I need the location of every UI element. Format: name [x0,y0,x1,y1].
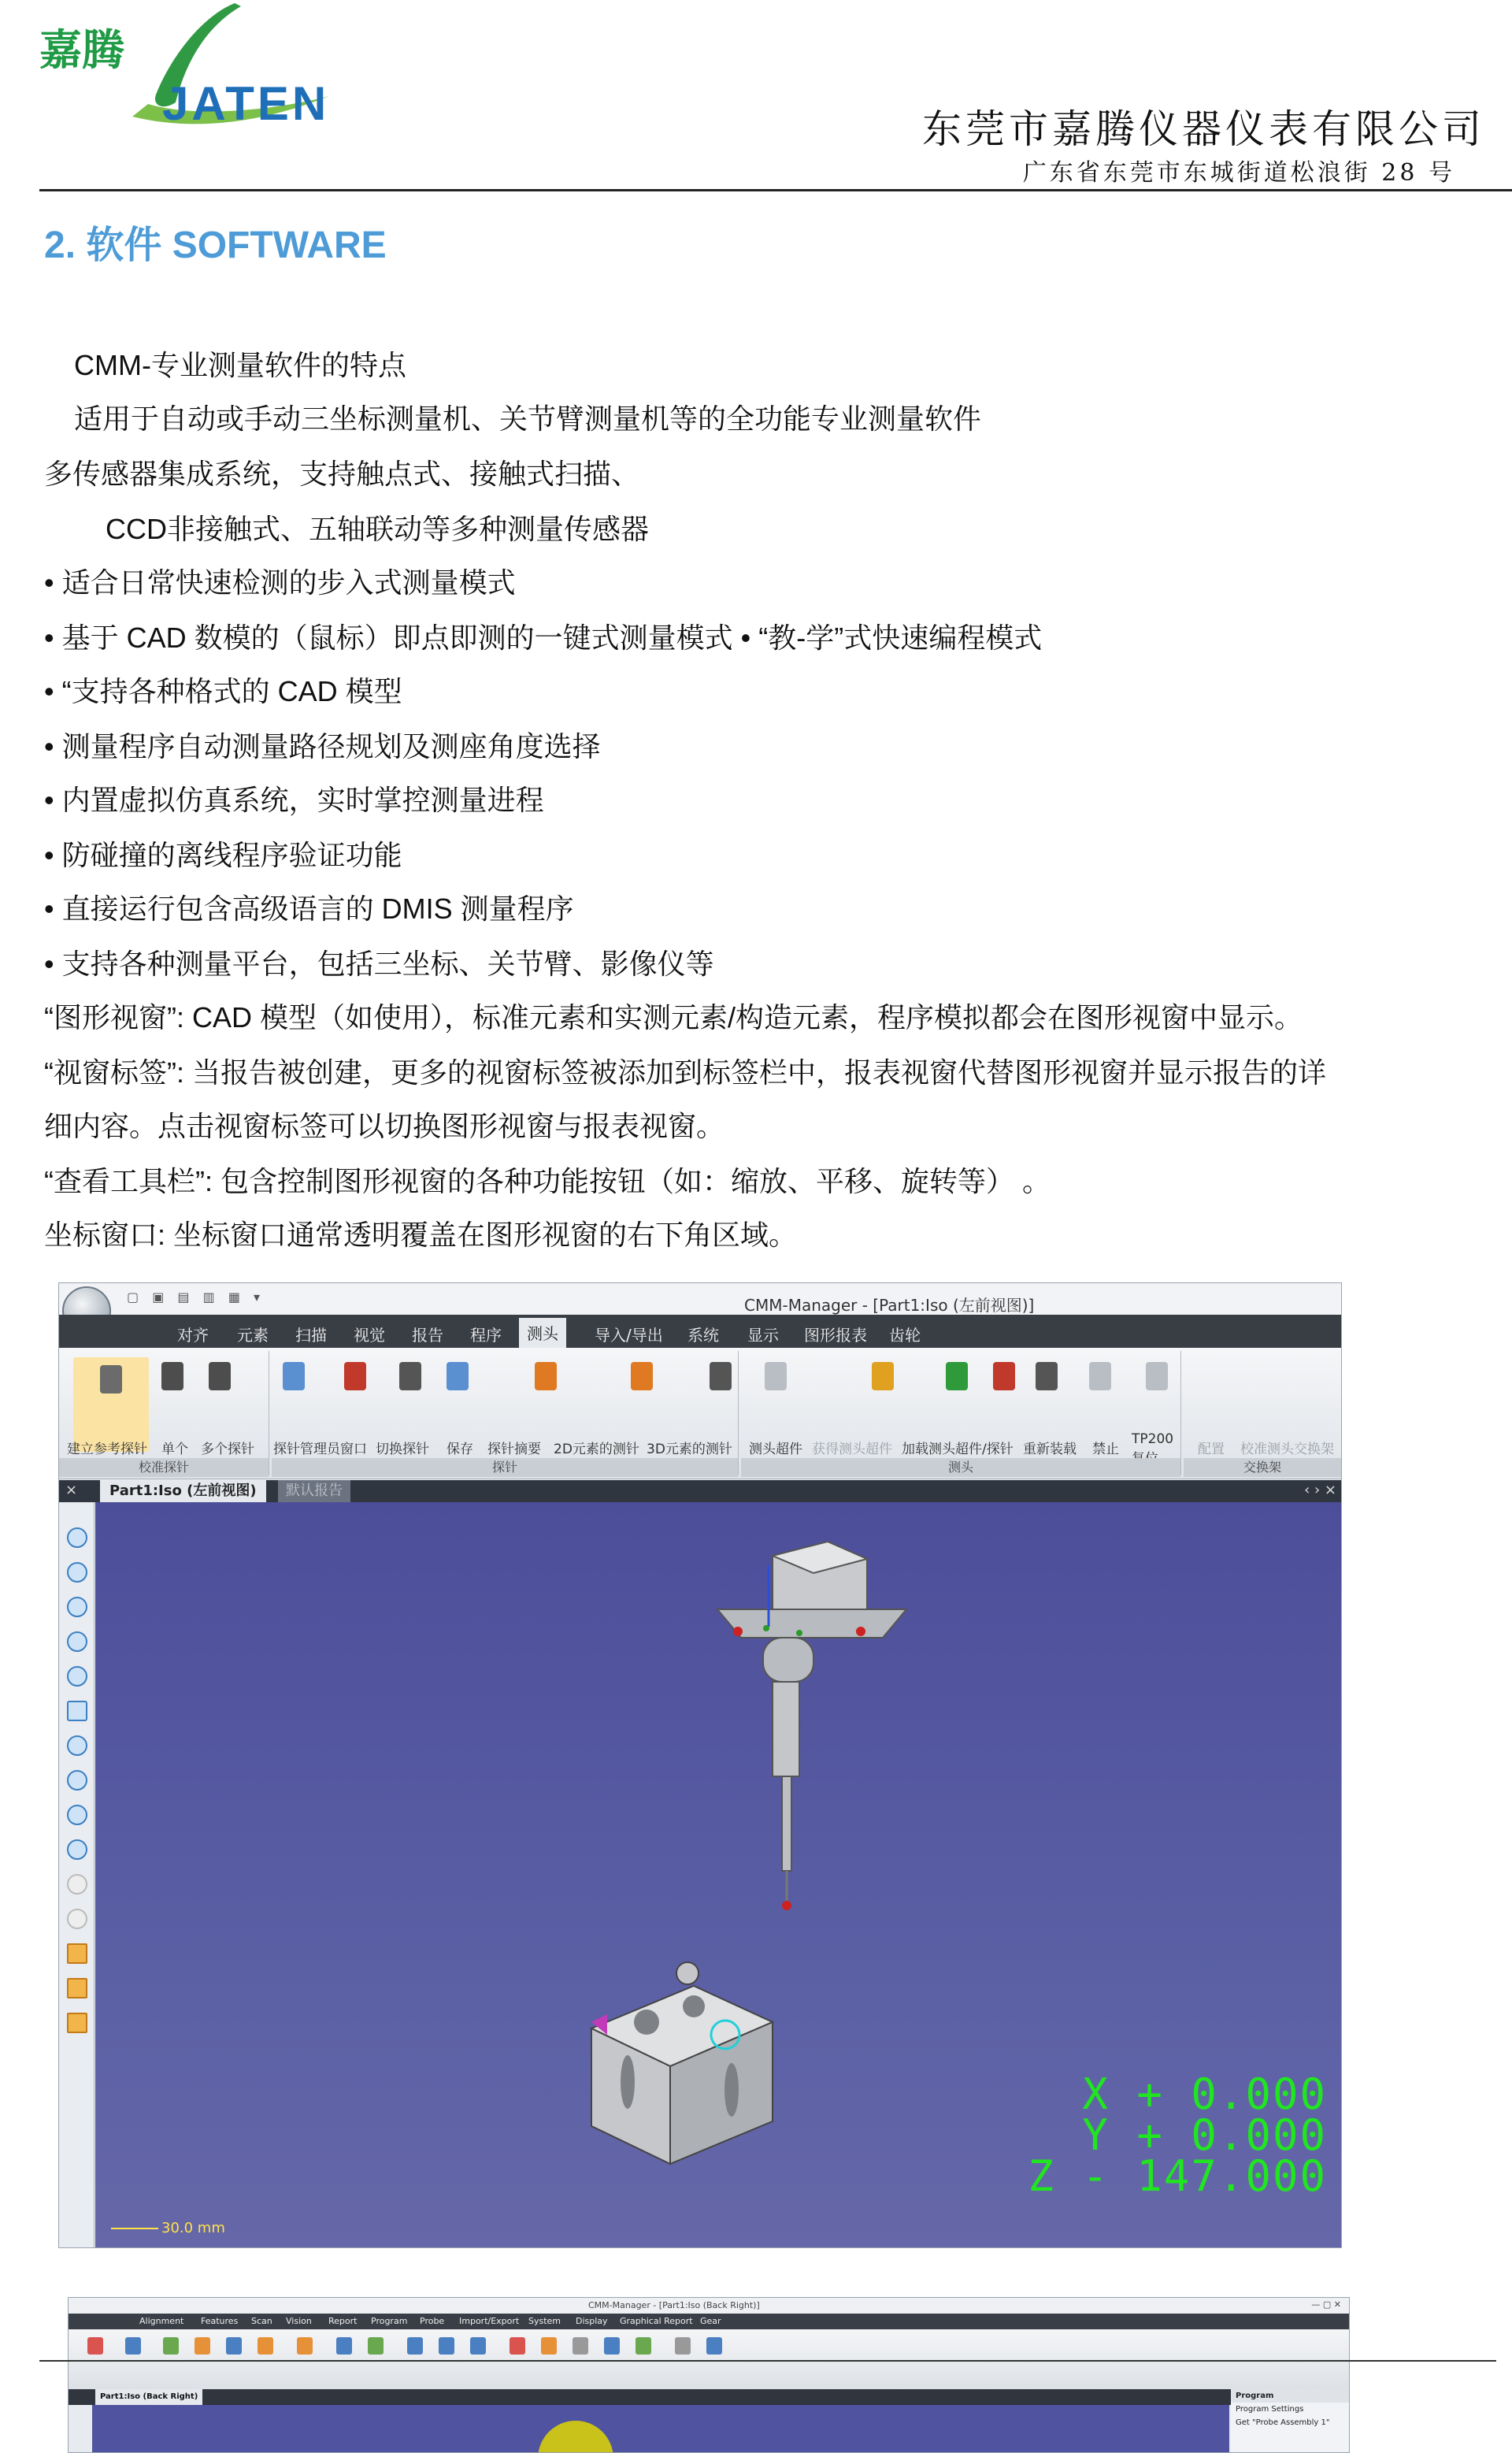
select-icon[interactable] [67,1839,87,1860]
program-step[interactable]: Program Settings [1236,2405,1304,2414]
bullet-item: • 测量程序自动测量路径规划及测座角度选择 [44,730,601,763]
tab-system[interactable]: System [528,2316,561,2326]
reload-button[interactable] [933,1362,980,1425]
calibrate-changer-button[interactable] [1133,1362,1180,1425]
definition-line: “查看工具栏”: 包含控制图形视窗的各种功能按钮（如：缩放、平移、旋转等） 。 [44,1165,1051,1197]
get-probe-assembly-button[interactable] [752,1362,799,1425]
header-divider [39,189,1512,191]
view-toolbar [59,1502,94,2247]
window-title: CMM-Manager - [Part1:Iso (Back Right)] [588,2300,760,2310]
ribbon-label: 2D元素的测针 [554,1442,639,1457]
ribbon-label: 单个 [161,1442,188,1457]
ribbon-label: 配置 [1198,1442,1225,1457]
ribbon-group-changer: 交换架 [1184,1458,1341,1477]
body-line: 多传感器集成系统，支持触点式、接触式扫描、 [44,458,640,490]
cube-iso-icon[interactable] [67,2013,87,2033]
bullet-item: • 防碰撞的离线程序验证功能 [44,839,402,871]
bullet-item: • 直接运行包含高级语言的 DMIS 测量程序 [44,893,574,925]
zoom-fit-icon[interactable] [67,1666,87,1687]
ribbon-label: 测头超件 [749,1442,802,1457]
tab-import-export[interactable]: Import/Export [459,2316,520,2326]
multi-probe-button[interactable] [196,1362,243,1425]
tab-vision[interactable]: 视觉 [354,1326,385,1345]
single-probe-button[interactable] [149,1362,196,1425]
tab-vision[interactable]: Vision [286,2316,312,2326]
probe-assembly-button[interactable] [697,1362,744,1425]
ribbon-label: 探针摘要 [487,1442,541,1457]
document-tabbar [59,1480,1341,1502]
ribbon-label: 多个探针 [201,1442,254,1457]
program-panel-title: Program [1231,2389,1349,2403]
coord-z: Z - 147.000 [1028,2151,1327,2201]
tab-graphic-view[interactable]: Part1:Iso (Back Right) [95,2389,202,2405]
close-icon[interactable]: × [65,1482,78,1498]
ribbon-label: 重新装载 [1023,1442,1077,1457]
body-line: 适用于自动或手动三坐标测量机、关节臂测量机等的全功能专业测量软件 [74,403,982,435]
ribbon-group-head: 测头 [741,1458,1180,1477]
zoom-in-icon[interactable] [67,1562,87,1583]
document-tabbar [69,2389,1349,2405]
stylus-2d-button[interactable] [522,1362,569,1425]
ribbon-icons [69,2329,856,2384]
view-eye-icon[interactable] [67,1805,87,1825]
program-step[interactable]: Get "Probe Assembly 1" [1236,2418,1330,2427]
tab-display[interactable]: Display [576,2316,608,2326]
window-controls-icon[interactable]: — ▢ ✕ [1311,2299,1341,2310]
ribbon-group-probe: 探针 [272,1458,738,1477]
program-panel [1231,2389,1349,2452]
definition-line: “图形视窗”: CAD 模型（如使用），标准元素和实测元素/构造元素，程序模拟都会在图形视窗中显示。 [44,1001,1303,1034]
window-titlebar [59,1283,1341,1315]
software-screenshot-probe-tab [58,1282,1342,2248]
disable-button[interactable] [980,1362,1028,1425]
ribbon-label: 3D元素的测针 [647,1442,732,1457]
company-logo [38,0,337,139]
window-title: CMM-Manager - [Part1:Iso (左前视图)] [744,1296,1035,1315]
tab-system[interactable]: 系统 [687,1326,719,1345]
zoom-window-icon[interactable] [67,1631,87,1652]
rotate-icon[interactable] [67,1735,87,1756]
company-name: 东莞市嘉腾仪器仪表有限公司 [922,106,1485,152]
ribbon-label: 禁止 [1092,1442,1119,1457]
company-address: 广东省东莞市东城街道松浪街 28 号 [1022,159,1455,187]
software-screenshot-english [68,2297,1350,2453]
definition-line: 坐标窗口: 坐标窗口通常透明覆盖在图形视窗的右下角区域。 [44,1219,798,1251]
ribbon-label: 加载测头超件/探针 [902,1442,1014,1457]
tab-probe[interactable]: Probe [420,2316,445,2326]
graphic-viewport[interactable] [92,2405,1229,2452]
ribbon-panel [69,2329,1349,2389]
cube-view-icon[interactable] [67,1943,87,1964]
tab-features[interactable]: Features [201,2316,239,2326]
save-probe-button[interactable] [387,1362,434,1425]
ribbon-panel [59,1348,1341,1479]
tab-alignment[interactable]: Alignment [139,2316,184,2326]
ribbon-tabbar [69,2314,1349,2329]
logo-cn-text: 嘉腾 [39,25,124,75]
probe-manager-button[interactable] [270,1362,317,1425]
ribbon-label: 保存 [447,1442,473,1457]
tab-graphical-report[interactable]: Graphical Report [620,2316,693,2326]
ribbon-label: 校准测头交换架 [1240,1442,1334,1457]
definition-line: 细内容。点击视窗标签可以切换图形视窗与报表视窗。 [44,1110,725,1142]
tab-scan[interactable]: Scan [251,2316,272,2326]
bullet-item: • 支持各种测量平台，包括三坐标、关节臂、影像仪等 [44,948,714,980]
tab-report[interactable]: Report [328,2316,358,2326]
disabled-tool-icon [67,1874,87,1894]
tab-scan[interactable]: 扫描 [295,1326,327,1345]
bullet-item: • 适合日常快速检测的步入式测量模式 [44,566,516,599]
ribbon-label: 探针管理员窗口 [273,1442,367,1457]
window-titlebar [69,2298,1349,2314]
ribbon-label: 切换探针 [376,1442,429,1457]
scale-bar: 30.0 mm [111,2220,225,2236]
rotate-axis-icon[interactable] [67,1770,87,1791]
tab-import-export[interactable]: 导入/导出 [595,1326,663,1345]
tab-display[interactable]: 显示 [747,1326,779,1345]
body-line: CCD非接触式、五轴联动等多种测量传感器 [106,513,649,545]
tab-graphic-view[interactable]: Part1:Iso (左前视图) [100,1480,266,1502]
bullet-item: • “支持各种格式的 CAD 模型 [44,675,402,707]
stylus-3d-button[interactable] [618,1362,665,1425]
probe-summary-button[interactable] [434,1362,481,1425]
tab-probe[interactable]: 测头 [519,1318,566,1350]
ribbon-group-calibrate: 校准探针 [59,1458,269,1477]
tab-gear[interactable]: 齿轮 [889,1326,921,1345]
footer-divider [39,2360,1496,2362]
tab-scroll-icon[interactable]: ‹ › × [1304,1482,1336,1498]
tab-features[interactable]: 元素 [237,1326,269,1345]
pan-icon[interactable] [67,1701,87,1721]
ribbon-tabbar [59,1315,1341,1348]
zoom-icon[interactable] [67,1527,87,1548]
graphic-viewport[interactable] [95,1502,1341,2247]
definition-line: “视窗标签”: 当报告被创建，更多的视窗标签被添加到标签栏中，报表视窗代替图形视窗并显示报告的详 [44,1056,1326,1089]
tab-program[interactable]: 程序 [470,1326,502,1345]
coord-y: Y + 0.000 [1082,2110,1327,2160]
ribbon-label: 建立参考探针 [67,1442,147,1457]
bullet-item: • 内置虚拟仿真系统，实时掌控测量进程 [44,784,544,816]
tab-report-view[interactable]: 默认报告 [278,1480,350,1502]
tab-alignment[interactable]: 对齐 [177,1326,209,1345]
zoom-out-icon[interactable] [67,1597,87,1617]
coord-x: X + 0.000 [1082,2069,1327,2119]
tab-report[interactable]: 报告 [412,1326,443,1345]
cube-front-icon[interactable] [67,1978,87,1998]
tab-gear[interactable]: Gear [700,2316,721,2326]
configure-button[interactable] [1077,1362,1124,1425]
disabled-tool-icon [67,1909,87,1929]
bullet-item: • 基于 CAD 数模的（鼠标）即点即测的一键式测量模式 • “教-学”式快速编程模式 [44,622,1043,654]
probe-head-shape [538,2421,613,2453]
quick-access-toolbar[interactable]: ▢ ▣ ▤ ▥ ▦ ▾ [127,1290,265,1304]
ribbon-label: TP200 [1132,1431,1174,1447]
switch-probe-button[interactable] [332,1362,379,1425]
feature-heading: CMM-专业测量软件的特点 [74,349,406,381]
tab-program[interactable]: Program [371,2316,408,2326]
tp200-reset-button[interactable] [1023,1362,1070,1425]
coordinate-window [1028,2069,1327,2201]
ribbon-label: 获得测头超件 [812,1442,892,1457]
logo-en-text: JATEN [162,77,330,130]
section-title: 2. 软件 SOFTWARE [44,225,387,266]
load-probe-assembly-button[interactable] [859,1362,906,1425]
tab-graphical-report[interactable]: 图形报表 [804,1326,867,1345]
